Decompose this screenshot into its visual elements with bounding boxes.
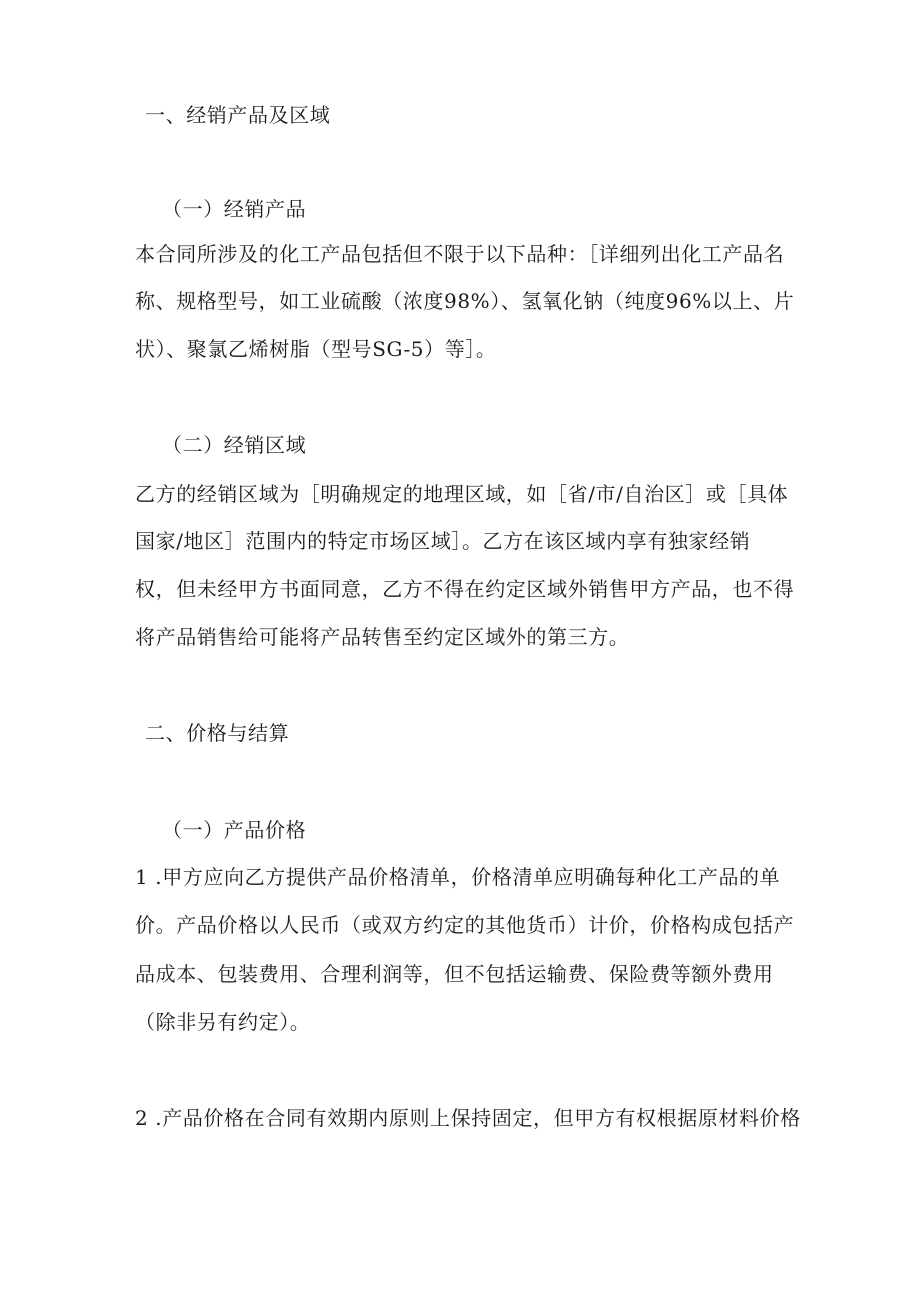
paragraph-line: 国家/地区］范围内的特定市场区域］。乙方在该区域内享有独家经销 (135, 529, 751, 553)
list-item-line: （除非另有约定）。 (135, 1010, 311, 1034)
paragraph-line: 状）、聚氯乙烯树脂（型号SG-5）等］。 (135, 337, 497, 361)
paragraph-line: 权，但未经甲方书面同意，乙方不得在约定区域外销售甲方产品，也不得 (135, 577, 795, 601)
list-item-line: 价。产品价格以人民币（或双方约定的其他货币）计价，价格构成包括产 (135, 913, 795, 937)
paragraph-line: 本合同所涉及的化工产品包括但不限于以下品种：［详细列出化工产品名 (135, 242, 785, 266)
subsection-heading-region: （二）经销区域 (162, 433, 307, 457)
section-heading-1: 一、经销产品及区域 (145, 103, 331, 127)
paragraph-line: 将产品销售给可能将产品转售至约定区域外的第三方。 (135, 625, 630, 649)
paragraph-line: 乙方的经销区域为［明确规定的地理区域，如［省/市/自治区］或［具体 (135, 482, 789, 506)
section-heading-2: 二、价格与结算 (145, 721, 290, 745)
list-item-line: 2 .产品价格在合同有效期内原则上保持固定，但甲方有权根据原材料价格 (135, 1106, 801, 1130)
subsection-heading-products: （一）经销产品 (162, 197, 307, 221)
list-item-line: 品成本、包装费用、合理利润等，但不包括运输费、保险费等额外费用 (135, 962, 774, 986)
paragraph-line: 称、规格型号，如工业硫酸（浓度98%）、氢氧化钠（纯度96%以上、片 (135, 289, 795, 313)
list-item-line: 1 .甲方应向乙方提供产品价格清单，价格清单应明确每种化工产品的单 (135, 865, 781, 889)
subsection-heading-price: （一）产品价格 (162, 818, 307, 842)
